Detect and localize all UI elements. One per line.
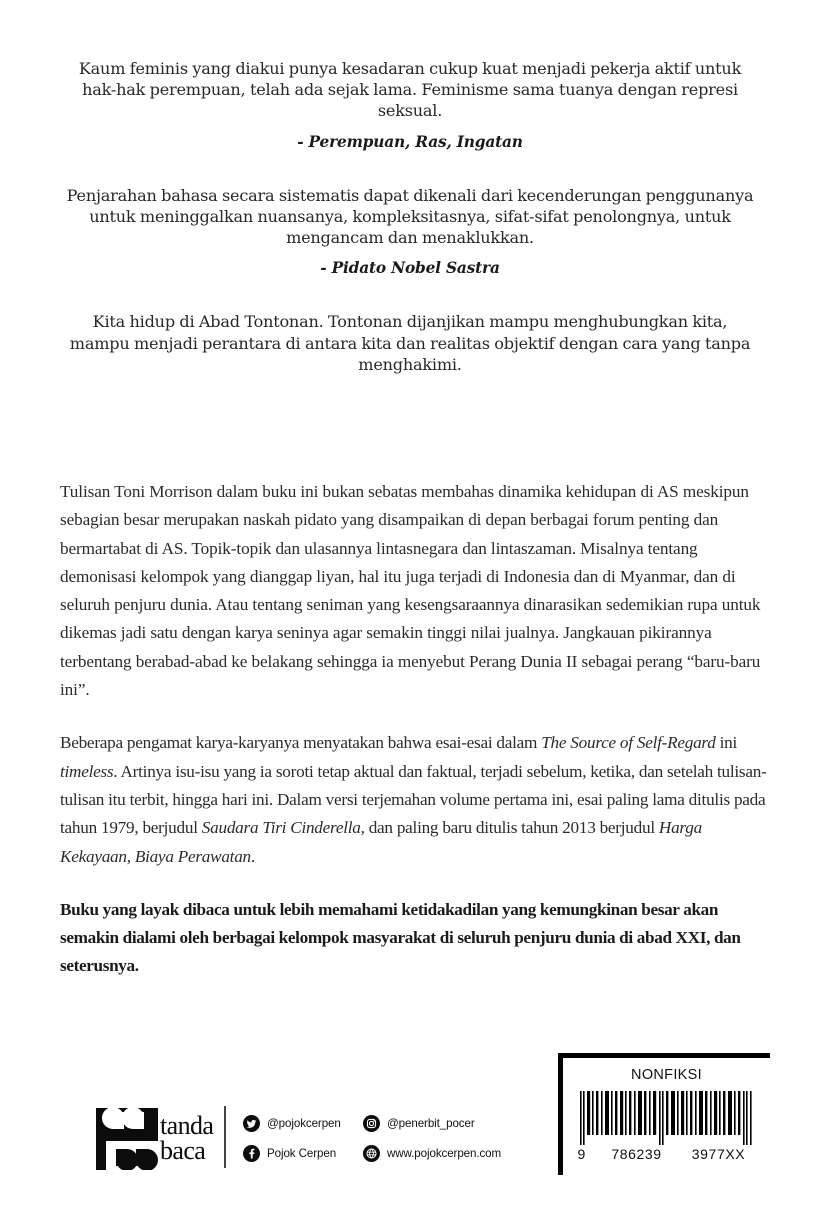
barcode-inner [563, 1058, 770, 1175]
quote-attribution-1: - Perempuan, Ras, Ingatan [297, 132, 523, 151]
p2-seg5: . [250, 846, 255, 866]
barcode-digits [574, 1146, 760, 1162]
social-label-instagram: @penerbit_pocer [387, 1116, 475, 1130]
social-label-facebook: Pojok Cerpen [267, 1146, 337, 1160]
publisher-logo [96, 1108, 213, 1170]
p2-italic-timeless: timeless [60, 761, 114, 781]
social-item-instagram[interactable] [363, 1115, 475, 1132]
quote-block-1 [62, 58, 758, 151]
quote-text-2: Penjarahan bahasa secara sistematis dapat dikenali dari kecenderungan penggunanya untuk meninggalkan nuansanya, kompleksitasnya, sifat-sifat penolongnya, untuk mengancam dan menaklukkan. [66, 185, 754, 248]
facebook-icon [243, 1145, 260, 1162]
p2-seg2: ini [715, 733, 738, 753]
barcode-digit-group-1: 786239 [611, 1146, 662, 1162]
barcode-digit-group-2-num: 3977 [691, 1146, 726, 1162]
social-label-twitter: @pojokcerpen [267, 1116, 341, 1130]
quote-block-2 [62, 185, 758, 278]
barcode-bars [580, 1091, 754, 1145]
footer-section [0, 1040, 820, 1226]
social-row-2 [243, 1138, 513, 1168]
quote-attribution-2: - Pidato Nobel Sastra [320, 259, 500, 278]
social-item-website[interactable] [363, 1145, 501, 1162]
instagram-icon [363, 1115, 380, 1132]
body-copy-section [60, 478, 775, 980]
barcode-digit-suffix: XX [725, 1146, 746, 1162]
p2-seg4: , dan paling baru ditulis tahun 2013 berjudul [360, 818, 659, 838]
quote-block-3 [62, 311, 758, 375]
footer-divider [224, 1106, 226, 1168]
publisher-name [160, 1110, 214, 1165]
barcode-block [558, 1053, 770, 1175]
body-paragraph-3-bold: Buku yang layak dibaca untuk lebih memahami ketidakadilan yang kemungkinan besar akan semakin dialami oleh berbagai kelompok masyarakat di seluruh penjuru dunia di abad XXI, dan seterusnya. [60, 899, 741, 976]
body-paragraph-1: Tulisan Toni Morrison dalam buku ini bukan sebatas membahas dinamika kehidupan di AS meskipun sebagian besar merupakan naskah pidato yang disampaikan di depan berbagai forum penting dan bermartabat di AS. Topik-topik dan ulasannya lintasnegara dan lintaszaman. Misalnya tentang demonisasi kelompok yang dianggap liyan, hal itu juga terjadi di Indonesia dan di Myanmar, dan di seluruh penjuru dunia. Atau tentang seniman yang kesengsaraannya dinarasikan sedemikian rupa untuk dikemas jadi satu dengan karya seninya agar semakin tinggi nilai jualnya. Jangkauan pikirannya terbentang berabad-abad ke belakang sehingga ia menyebut Perang Dunia II sebagai perang “baru-baru ini”. [60, 482, 761, 700]
social-links [243, 1108, 513, 1168]
barcode-category-label: NONFIKSI [631, 1067, 702, 1083]
p2-seg1: Beberapa pengamat karya-karyanya menyatakan bahwa esai-esai dalam [60, 733, 542, 753]
quote-text-3: Kita hidup di Abad Tontonan. Tontonan dijanjikan mampu menghubungkan kita, mampu menjadi perantara di antara kita dan realitas objektif dengan cara yang tanpa menghakimi. [69, 312, 751, 374]
social-label-website: www.pojokcerpen.com [387, 1146, 502, 1160]
quote-text-1: Kaum feminis yang diakui punya kesadaran cukup kuat menjadi pekerja aktif untuk hak-hak perempuan, telah ada sejak lama. Feminisme sama tuanya dengan represi seksual. [78, 59, 742, 121]
quotes-section [62, 58, 758, 375]
barcode-digit-group-2 [678, 1146, 760, 1162]
social-item-facebook[interactable] [243, 1145, 363, 1162]
body-paragraph-2 [60, 729, 775, 870]
publisher-name-line-1: tanda [160, 1110, 214, 1140]
p2-italic-title-2: Saudara Tiri Cinderella [201, 818, 361, 838]
globe-icon [363, 1145, 380, 1162]
social-row-1 [243, 1108, 513, 1138]
barcode-digit-prefix: 9 [577, 1146, 586, 1162]
social-item-twitter[interactable] [243, 1115, 363, 1132]
twitter-icon [243, 1115, 260, 1132]
p2-seg3: . Artinya isu-isu yang ia soroti tetap aktual dan faktual, terjadi sebelum, ketika, dan setelah tulisan-tulisan itu terbit, hingga hari ini. Dalam versi terjemahan volume pertama ini, esai paling lama ditulis pada tahun 1979, berjudul [60, 761, 767, 838]
p2-italic-title-1: The Source of Self-Regard [541, 733, 716, 753]
publisher-name-line-2: baca [160, 1135, 206, 1165]
p2-italic-title-3: Harga Kekayaan, Biaya Perawatan [60, 818, 702, 866]
tanda-baca-quote-mark-icon [96, 1108, 158, 1170]
